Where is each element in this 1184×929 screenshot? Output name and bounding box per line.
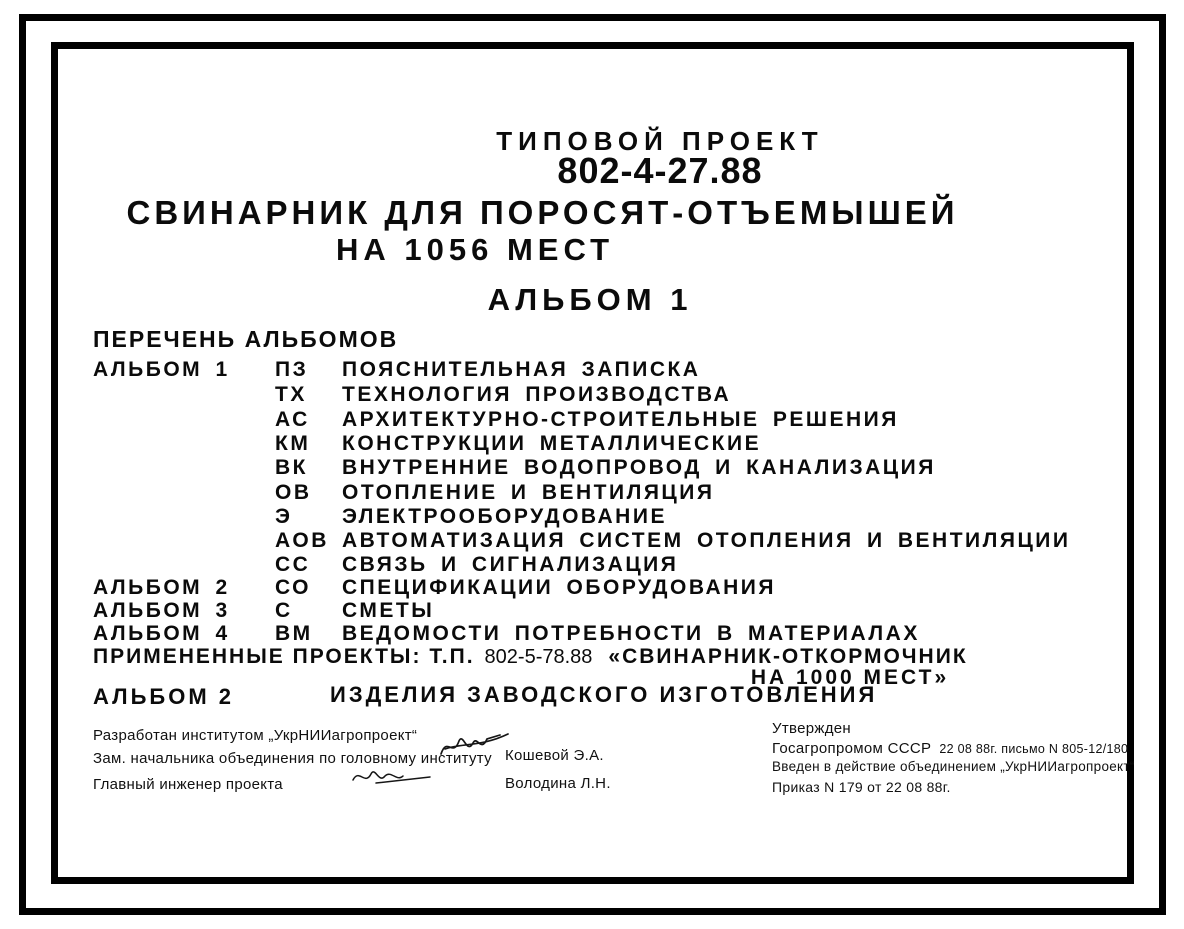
signature-volodina [346, 764, 434, 791]
chief-engineer-role: Главный инженер проекта [93, 776, 283, 793]
section-code: АС [275, 408, 310, 431]
section-title: КОНСТРУКЦИИ МЕТАЛЛИЧЕСКИЕ [342, 432, 762, 455]
order-line: Приказ N 179 от 22 08 88г. [772, 779, 951, 795]
applied-project-number: 802-5-78.88 [484, 646, 593, 668]
album-label: АЛЬБОМ 4 [93, 622, 230, 645]
section-code: ОВ [275, 481, 312, 504]
signature-koshevoy [436, 729, 512, 761]
album-label: АЛЬБОМ 2 [93, 576, 230, 599]
album-row [93, 481, 714, 505]
album-row [93, 622, 920, 646]
section-title: ВНУТРЕННИЕ ВОДОПРОВОД И КАНАЛИЗАЦИЯ [342, 456, 936, 479]
factory-items-title: ИЗДЕЛИЯ ЗАВОДСКОГО ИЗГОТОВЛЕНИЯ [330, 682, 878, 707]
approved-label: Утвержден [772, 720, 851, 737]
applied-project-name: «СВИНАРНИК-ОТКОРМОЧНИК [608, 645, 968, 668]
section-code: КМ [275, 432, 311, 455]
album-row [93, 529, 1071, 553]
album-row [93, 599, 434, 623]
section-title: АВТОМАТИЗАЦИЯ СИСТЕМ ОТОПЛЕНИЯ И ВЕНТИЛЯЦИИ [342, 529, 1071, 552]
doc-type-label: ТИПОВОЙ ПРОЕКТ [496, 126, 824, 156]
applied-projects-label: ПРИМЕНЕННЫЕ ПРОЕКТЫ: Т.П. [93, 645, 475, 668]
album-row [93, 432, 761, 456]
approved-by: Госагропромом СССР [772, 740, 932, 757]
section-title: ВЕДОМОСТИ ПОТРЕБНОСТИ В МАТЕРИАЛАХ [342, 622, 920, 645]
section-title: СВЯЗЬ И СИГНАЛИЗАЦИЯ [342, 553, 679, 576]
album-row [93, 408, 899, 432]
factory-items-album: АЛЬБОМ 2 [93, 684, 235, 709]
section-code: СО [275, 576, 311, 599]
album-row [93, 358, 700, 382]
section-code: СС [275, 553, 311, 576]
section-title: СМЕТЫ [342, 599, 435, 622]
section-code: ТХ [275, 383, 307, 406]
section-title: ТЕХНОЛОГИЯ ПРОИЗВОДСТВА [342, 383, 732, 406]
chief-engineer-name: Володина Л.Н. [505, 775, 611, 792]
album-row [93, 553, 678, 577]
section-code: Э [275, 505, 293, 528]
album-row [93, 505, 667, 529]
section-code: С [275, 599, 293, 622]
section-title: ЭЛЕКТРООБОРУДОВАНИЕ [342, 505, 667, 528]
album-row [93, 383, 731, 407]
section-code: ПЗ [275, 358, 309, 381]
main-title-line1: СВИНАРНИК ДЛЯ ПОРОСЯТ-ОТЪЕМЫШЕЙ [126, 194, 959, 231]
applied-project-name-line2: НА 1000 МЕСТ» [750, 666, 950, 689]
albums-list-heading: ПЕРЕЧЕНЬ АЛЬБОМОВ [93, 326, 399, 352]
developer-institute-line: Разработан институтом „УкрНИИагропроект“ [93, 727, 418, 744]
album-label: АЛЬБОМ 3 [93, 599, 230, 622]
album-row [93, 456, 936, 480]
section-code: АОВ [275, 529, 329, 552]
approved-by-line [772, 740, 1128, 757]
section-title: ПОЯСНИТЕЛЬНАЯ ЗАПИСКА [342, 358, 701, 381]
section-code: ВК [275, 456, 308, 479]
enacted-line: Введен в действие объединением „УкрНИИагропроект“ [772, 759, 1135, 774]
album-heading: АЛЬБОМ 1 [487, 282, 693, 317]
approval-reference: 22 08 88г. письмо N 805-12/180 [939, 742, 1129, 756]
project-number: 802-4-27.88 [557, 150, 763, 191]
deputy-head-name: Кошевой Э.А. [505, 747, 604, 764]
section-title: АРХИТЕКТУРНО-СТРОИТЕЛЬНЫЕ РЕШЕНИЯ [342, 408, 899, 431]
section-code: ВМ [275, 622, 313, 645]
deputy-head-role: Зам. начальника объединения по головному институту [93, 750, 492, 767]
album-label: АЛЬБОМ 1 [93, 358, 230, 381]
album-row [93, 576, 776, 600]
main-title-line2: НА 1056 МЕСТ [335, 232, 614, 267]
section-title: ОТОПЛЕНИЕ И ВЕНТИЛЯЦИЯ [342, 481, 715, 504]
section-title: СПЕЦИФИКАЦИИ ОБОРУДОВАНИЯ [342, 576, 776, 599]
